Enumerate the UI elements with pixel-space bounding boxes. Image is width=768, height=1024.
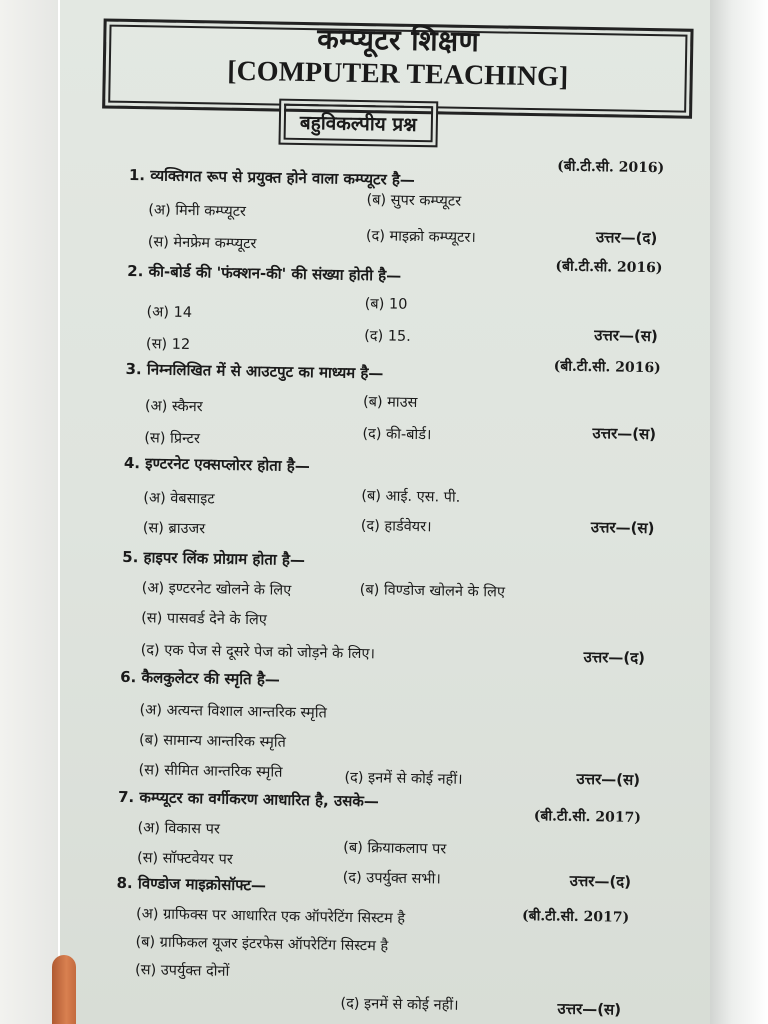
book-page: [60, 0, 710, 1024]
q1-answer: उत्तर—(द): [595, 228, 658, 248]
q4-option-b: (ब) आई. एस. पी.: [361, 488, 461, 506]
q5-answer: उत्तर—(द): [583, 647, 646, 668]
question-1: 1. व्यक्तिगत रूप से प्रयुक्त होने वाला कम्प्यूटर है—: [128, 165, 416, 189]
background-left: [0, 0, 58, 1024]
q6-option-b: (ब) सामान्य आन्तरिक स्मृति: [138, 732, 286, 751]
question-8-source: (बी.टी.सी. 2017): [521, 907, 630, 926]
q2-option-a: (अ) 14: [146, 304, 193, 322]
question-5: 5. हाइपर लिंक प्रोग्राम होता है—: [122, 547, 306, 570]
question-4: 4. इण्टरनेट एक्सप्लोरर होता है—: [123, 453, 310, 476]
q7-option-d: (द) उपर्युक्त सभी।: [342, 869, 441, 888]
q2-option-c: (स) 12: [145, 336, 191, 354]
question-8: 8. विण्डोज माइक्रोसॉफ्ट—: [116, 873, 267, 895]
q7-option-a: (अ) विकास पर: [137, 820, 220, 838]
question-3-source: (बी.टी.सी. 2016): [553, 358, 661, 377]
q3-answer: उत्तर—(स): [592, 424, 657, 444]
q7-option-c: (स) सॉफ्टवेयर पर: [136, 850, 233, 868]
q8-option-c: (स) उपर्युक्त दोनों: [134, 962, 230, 980]
chapter-title-box: [102, 18, 693, 118]
question-2: 2. की-बोर्ड की 'फंक्शन-की' की संख्या होती है—: [127, 261, 402, 285]
question-7: 7. कम्प्यूटर का वर्गीकरण आधारित है, उसके—: [117, 787, 380, 811]
q1-option-a: (अ) मिनी कम्प्यूटर: [148, 202, 247, 221]
q4-option-d: (द) हार्डवेयर।: [360, 518, 432, 536]
section-title: बहुविकल्पीय प्रश्न: [284, 104, 433, 143]
q3-option-c: (स) प्रिन्टर: [144, 430, 201, 448]
background-right: [708, 0, 768, 1024]
q8-option-a: (अ) ग्राफिक्स पर आधारित एक ऑपरेटिंग सिस्टम है: [135, 906, 406, 927]
q5-option-a: (अ) इण्टरनेट खोलने के लिए: [141, 580, 292, 599]
q1-option-b: (ब) सुपर कम्प्यूटर: [366, 192, 462, 210]
q1-option-c: (स) मेनफ्रेम कम्प्यूटर: [147, 234, 257, 253]
q2-answer: उत्तर—(स): [594, 326, 658, 346]
q8-answer: उत्तर—(स): [557, 999, 622, 1019]
q6-option-c: (स) सीमित आन्तरिक स्मृति: [138, 762, 283, 781]
q4-answer: उत्तर—(स): [590, 518, 655, 538]
chapter-title-english: [COMPUTER TEACHING]: [227, 55, 569, 93]
q5-option-c: (स) पासवर्ड देने के लिए: [141, 610, 267, 629]
q4-option-a: (अ) वेबसाइट: [143, 490, 215, 508]
finger: [52, 955, 76, 1024]
q8-option-d: (द) इनमें से कोई नहीं।: [340, 995, 459, 1014]
q3-option-b: (ब) माउस: [362, 394, 418, 412]
chapter-title-hindi: कम्प्यूटर शिक्षण: [317, 22, 480, 59]
q2-option-d: (द) 15.: [364, 328, 411, 345]
question-6: 6. कैलकुलेटर की स्मृति है—: [120, 667, 281, 689]
q5-option-d: (द) एक पेज से दूसरे पेज को जोड़ने के लिए।: [140, 642, 376, 663]
q7-answer: उत्तर—(द): [569, 871, 632, 891]
q6-option-d: (द) इनमें से कोई नहीं।: [344, 769, 463, 788]
question-2-source: (बी.टी.सी. 2016): [555, 258, 663, 277]
q8-option-b: (ब) ग्राफिकल यूजर इंटरफेस ऑपरेटिंग सिस्टम है: [135, 934, 389, 955]
q5-option-b: (ब) विण्डोज खोलने के लिए: [359, 582, 506, 601]
question-7-source: (बी.टी.सी. 2017): [533, 808, 642, 826]
q1-option-d: (द) माइक्रो कम्प्यूटर।: [365, 228, 476, 247]
q6-option-a: (अ) अत्यन्त विशाल आन्तरिक स्मृति: [139, 702, 327, 722]
q3-option-d: (द) की-बोर्ड।: [362, 426, 432, 444]
q6-answer: उत्तर—(स): [576, 769, 641, 789]
q7-option-b: (ब) क्रियाकलाप पर: [343, 839, 447, 858]
q4-option-c: (स) ब्राउजर: [142, 520, 206, 538]
page-content: [60, 0, 710, 1024]
q3-option-a: (अ) स्कैनर: [144, 398, 203, 416]
question-1-source: (बी.टी.सी. 2016): [557, 158, 665, 177]
question-3: 3. निम्नलिखित में से आउटपुट का माध्यम है—: [125, 359, 384, 383]
q2-option-b: (ब) 10: [364, 296, 408, 313]
